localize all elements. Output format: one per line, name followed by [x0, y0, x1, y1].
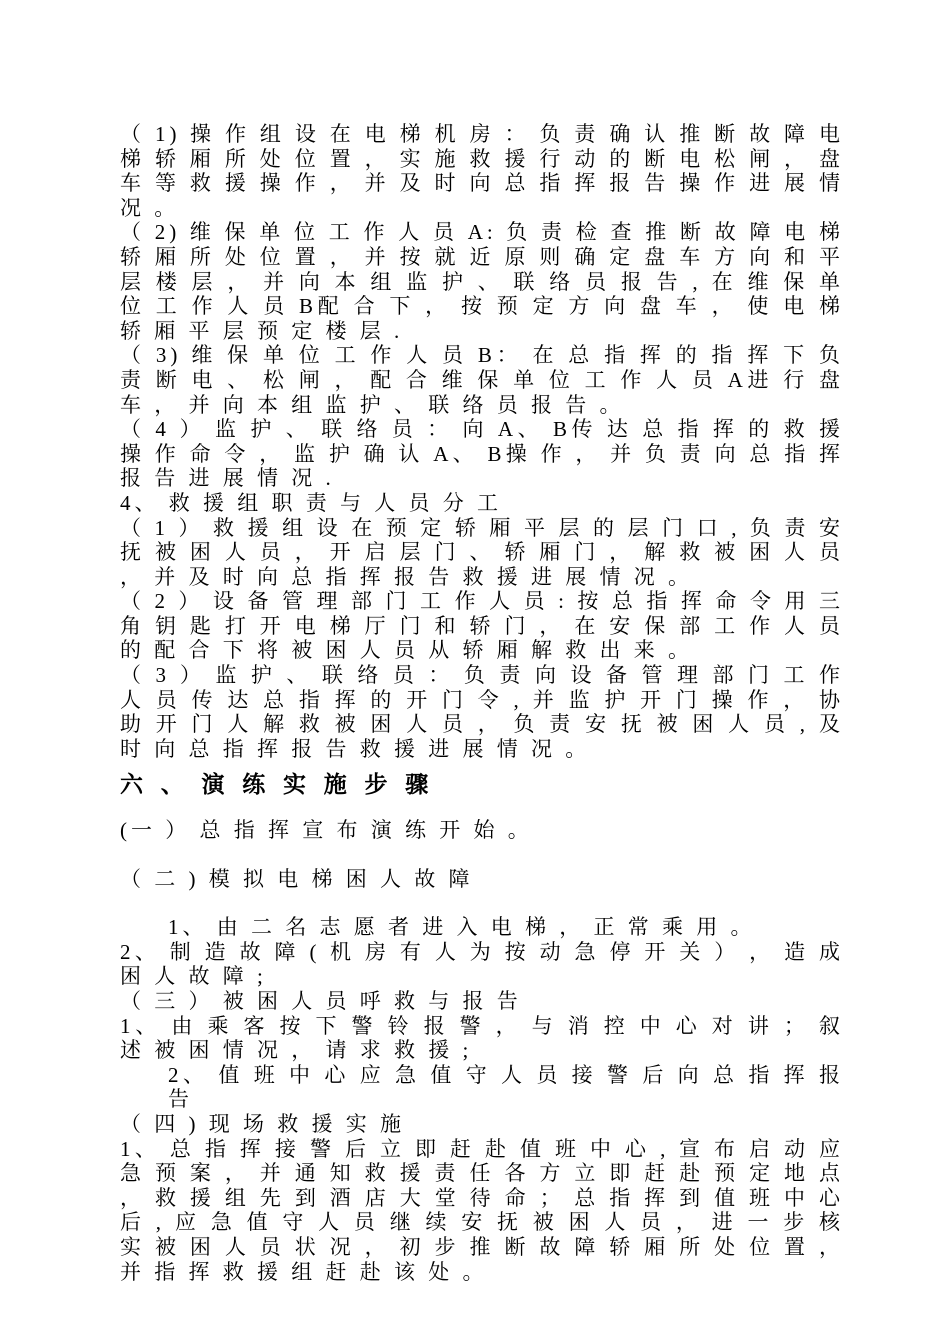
equipment-dept-duty: （ 2 ） 设 备 管 理 部 门 工 作 人 员 : 按 总 指 挥 命 令 用 三 角 钥 匙 打 开 电 梯 厅 门 和 轿 门 ， 在 安 保 部 工 作 人 员 的 配 合 下 将 被 困 人 员 从 轿 厢 解 救 出 来 。: [120, 589, 844, 663]
step-three-item-2: 2、 值 班 中 心 应 急 值 守 人 员 接 警 后 向 总 指 挥 报 告: [168, 1062, 844, 1112]
duty-maintenance-b: （ 3) 维 保 单 位 工 作 人 员 B： 在 总 指 挥 的 指 挥 下 负 责 断 电 、 松 闸 ， 配 合 维 保 单 位 工 作 人 员 A进 行 盘 车 ， 并 向 本 组 监 护 、 联 络 员 报 告 。: [120, 343, 844, 417]
rescue-group-title: 4、 救 援 组 职 责 与 人 员 分 工: [120, 490, 502, 515]
duty-operation-group: （ 1) 操 作 组 设 在 电 梯 机 房 ： 负 责 确 认 推 断 故 障 电 梯 轿 厢 所 处 位 置 ， 实 施 救 援 行 动 的 断 电 松 闸 ， 盘 车 等 救 援 操 作 ， 并 及 时 向 总 指 挥 报 告 操 作 进 展 情 况 。: [120, 122, 844, 220]
step-two-item-1: 1、 由 二 名 志 愿 者 进 入 电 梯 ， 正 常 乘 用 。: [168, 915, 756, 940]
step-four-item-1: 1、 总 指 挥 接 警 后 立 即 赶 赴 值 班 中 心 , 宣 布 启 动 应 急 预 案 ， 并 通 知 救 援 责 任 各 方 立 即 赶 赴 预 定 地 点 ， 救 援 组 先 到 酒 店 大 堂 待 命 ； 总 指 挥 到 值 班 中 心 后 , 应 急 值 守 人 员 继 续 安 抚 被 困 人 员 ， 进 一 步 核 实 被 困 人 员 状 况 ， 初 步 推 断 故 障 轿 厢 所 处 位 置 ， 并 指 挥 救 援 组 赶 赴 该 处 。: [120, 1136, 844, 1284]
rescue-group-duty: （ 1 ） 救 援 组 设 在 预 定 轿 厢 平 层 的 层 门 口 , 负 责 安 抚 被 困 人 员 ， 开 启 层 门 、 轿 厢 门 ， 解 救 被 困 人 员 ， 并 及 时 向 总 指 挥 报 告 救 援 进 展 情 况 。: [120, 515, 844, 589]
document-page: [120, 122, 844, 1284]
step-two-item-2: 2、 制 造 故 障 ( 机 房 有 人 为 按 动 急 停 开 关 ） ， 造 成 困 人 故 障 ;: [120, 939, 844, 989]
rescue-liaison-duty: （ 3 ） 监 护 、 联 络 员 ： 负 责 向 设 备 管 理 部 门 工 作 人 员 传 达 总 指 挥 的 开 门 令 , 并 监 护 开 门 操 作 ， 协 助 开 门 人 解 救 被 困 人 员 ， 负 责 安 抚 被 困 人 员 , 及 时 向 总 指 挥 报 告 救 援 进 展 情 况 。: [120, 663, 844, 761]
step-four: （ 四 ) 现 场 救 援 实 施: [120, 1111, 405, 1136]
step-three-item-1: 1、 由 乘 客 按 下 警 铃 报 警 ， 与 消 控 中 心 对 讲 ； 叙 述 被 困 情 况 ， 请 求 救 援 ;: [120, 1013, 844, 1063]
step-three: （ 三 ） 被 困 人 员 呼 救 与 报 告: [120, 989, 522, 1013]
duty-maintenance-a: （ 2) 维 保 单 位 工 作 人 员 A: 负 责 检 查 推 断 故 障 电 梯 轿 厢 所 处 位 置 ， 并 按 就 近 原 则 确 定 盘 车 方 向 和 平 层 楼 层 ， 并 向 本 组 监 护 、 联 络 员 报 告 , 在 维 保 单 位 工 作 人 员 B配 合 下 ， 按 预 定 方 向 盘 车 ， 使 电 梯 轿 厢 平 层 预 定 楼 层 .: [120, 220, 844, 343]
section-heading: 六 、 演 练 实 施 步 骤: [120, 772, 435, 798]
step-one: (一 ） 总 指 挥 宣 布 演 练 开 始 。: [120, 818, 533, 843]
step-two: （ 二 ) 模 拟 电 梯 困 人 故 障: [120, 866, 474, 891]
duty-liaison: （ 4 ） 监 护 、 联 络 员 ： 向 A、 B传 达 总 指 挥 的 救 援 操 作 命 令 ， 监 护 确 认 A、 B操 作 ， 并 负 责 向 总 指 挥 报 告 进 展 情 况 .: [120, 417, 844, 491]
